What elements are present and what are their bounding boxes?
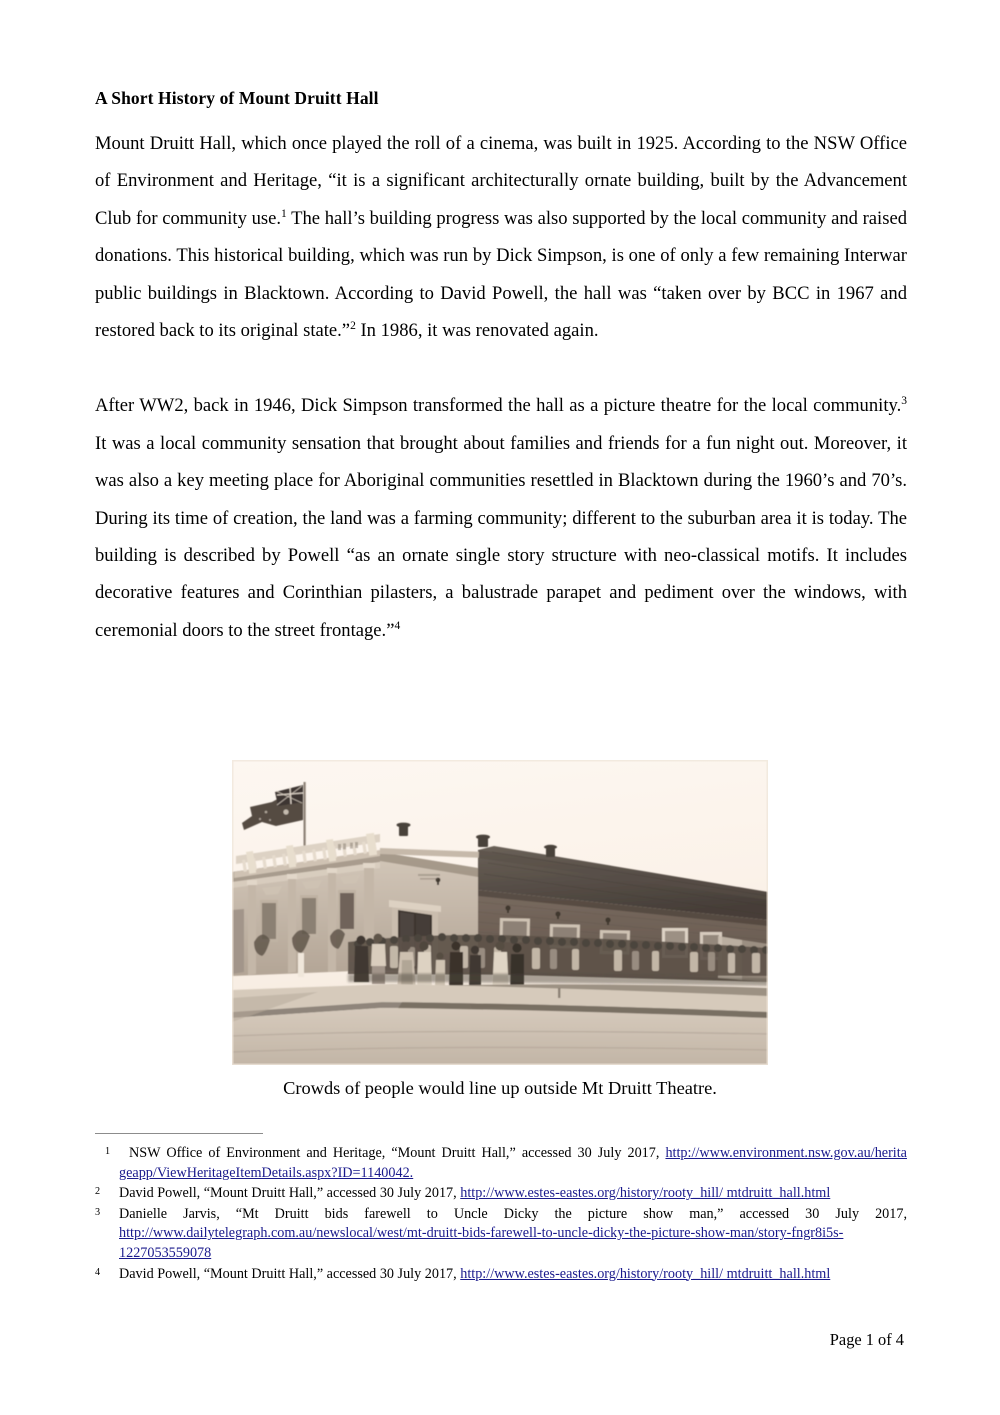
footnote-text: David Powell, “Mount Druitt Hall,” accessed 30 July 2017, (119, 1185, 461, 1202)
footnotes-section (95, 1133, 907, 1285)
paragraph-text: After WW2, back in 1946, Dick Simpson transformed the hall as a picture theatre for the local community. (95, 395, 902, 417)
page-footer (0, 1330, 1000, 1350)
footnote-4 (95, 1265, 907, 1285)
footnote-number: 4 (95, 1266, 101, 1278)
historical-photograph (232, 760, 768, 1065)
footnote-number: 1 (105, 1146, 111, 1157)
footnote-list (95, 1144, 907, 1284)
footnote-number: 3 (95, 1206, 101, 1218)
paragraph-text: The hall’s building progress was also supported by the local community and raised donations. This historical building, which was run by Dick Simpson, is one of only a few remaining Interwar public buildings in Blacktown. According to David Powell, the hall was “taken over by BCC in 1967 and restored back to its original state.” (95, 207, 907, 342)
footnote-number: 2 (95, 1186, 101, 1198)
page-title: A Short History of Mount Druitt Hall (95, 88, 379, 108)
body-paragraph-1 (95, 125, 907, 349)
footnote-link[interactable]: http://www.dailytelegraph.com.au/newslocal/west/mt-druitt-bids-farewell-to-uncle-dicky-the-picture-show-man/story-fngr8i5s-1227053559078 (119, 1225, 844, 1261)
footnote-marker-3[interactable]: 3 (901, 395, 907, 408)
photo-svg (232, 760, 768, 1065)
footnote-link[interactable]: http://www.estes-eastes.org/history/rooty_hill/ mtdruitt_hall.html (460, 1185, 831, 1202)
footnote-1 (95, 1144, 907, 1183)
footnote-link[interactable]: http://www.environment.nsw.gov.au/herita geapp/ViewHeritageItemDetails.aspx?ID=1140042. (119, 1145, 907, 1181)
footnote-2 (95, 1184, 907, 1204)
page-indicator: Page 1 of 4 (829, 1330, 904, 1349)
footnote-3 (95, 1205, 907, 1264)
footnote-marker-1[interactable]: 1 (281, 207, 287, 220)
footnote-text: NSW Office of Environment and Heritage, “Mount Druitt Hall,” accessed 30 July 2017, (129, 1145, 666, 1161)
document-body (95, 88, 907, 649)
paragraph-text: Mount Druitt Hall, which once played the roll of a cinema, was built in 1925. According to the NSW Office of Environment and Heritage, “it is a significant architecturally ornate building, built by the Advancement Club for community use. (95, 133, 907, 229)
body-paragraph-2 (95, 387, 907, 649)
figure-caption: Crowds of people would line up outside Mt Druitt Theatre. (283, 1078, 717, 1098)
footnote-text: David Powell, “Mount Druitt Hall,” accessed 30 July 2017, (119, 1265, 461, 1282)
footnote-marker-4[interactable]: 4 (394, 619, 401, 632)
footnote-text: Danielle Jarvis, “Mt Druitt bids farewell to Uncle Dicky the picture show man,” accessed 30 July 2017, (119, 1205, 907, 1222)
footnote-separator (95, 1133, 263, 1134)
figure-mount-druitt-hall (232, 760, 768, 1101)
paragraph-text: In 1986, it was renovated again. (355, 320, 599, 342)
footnote-link[interactable]: http://www.estes-eastes.org/history/rooty_hill/ mtdruitt_hall.html (460, 1265, 831, 1282)
paragraph-text: It was a local community sensation that brought about families and friends for a fun night out. Moreover, it was also a key meeting place for Aboriginal communities resettled in Blacktown during the 1960’s and 70’s. During its time of creation, the land was a farming community; different to the suburban area it is today. The building is described by Powell “as an ornate single story structure with neo-classical motifs. It includes decorative features and Corinthian pilasters, a balustrade parapet and pediment over the windows, with ceremonial doors to the street frontage.” (95, 432, 907, 641)
footnote-marker-2[interactable]: 2 (350, 319, 356, 332)
